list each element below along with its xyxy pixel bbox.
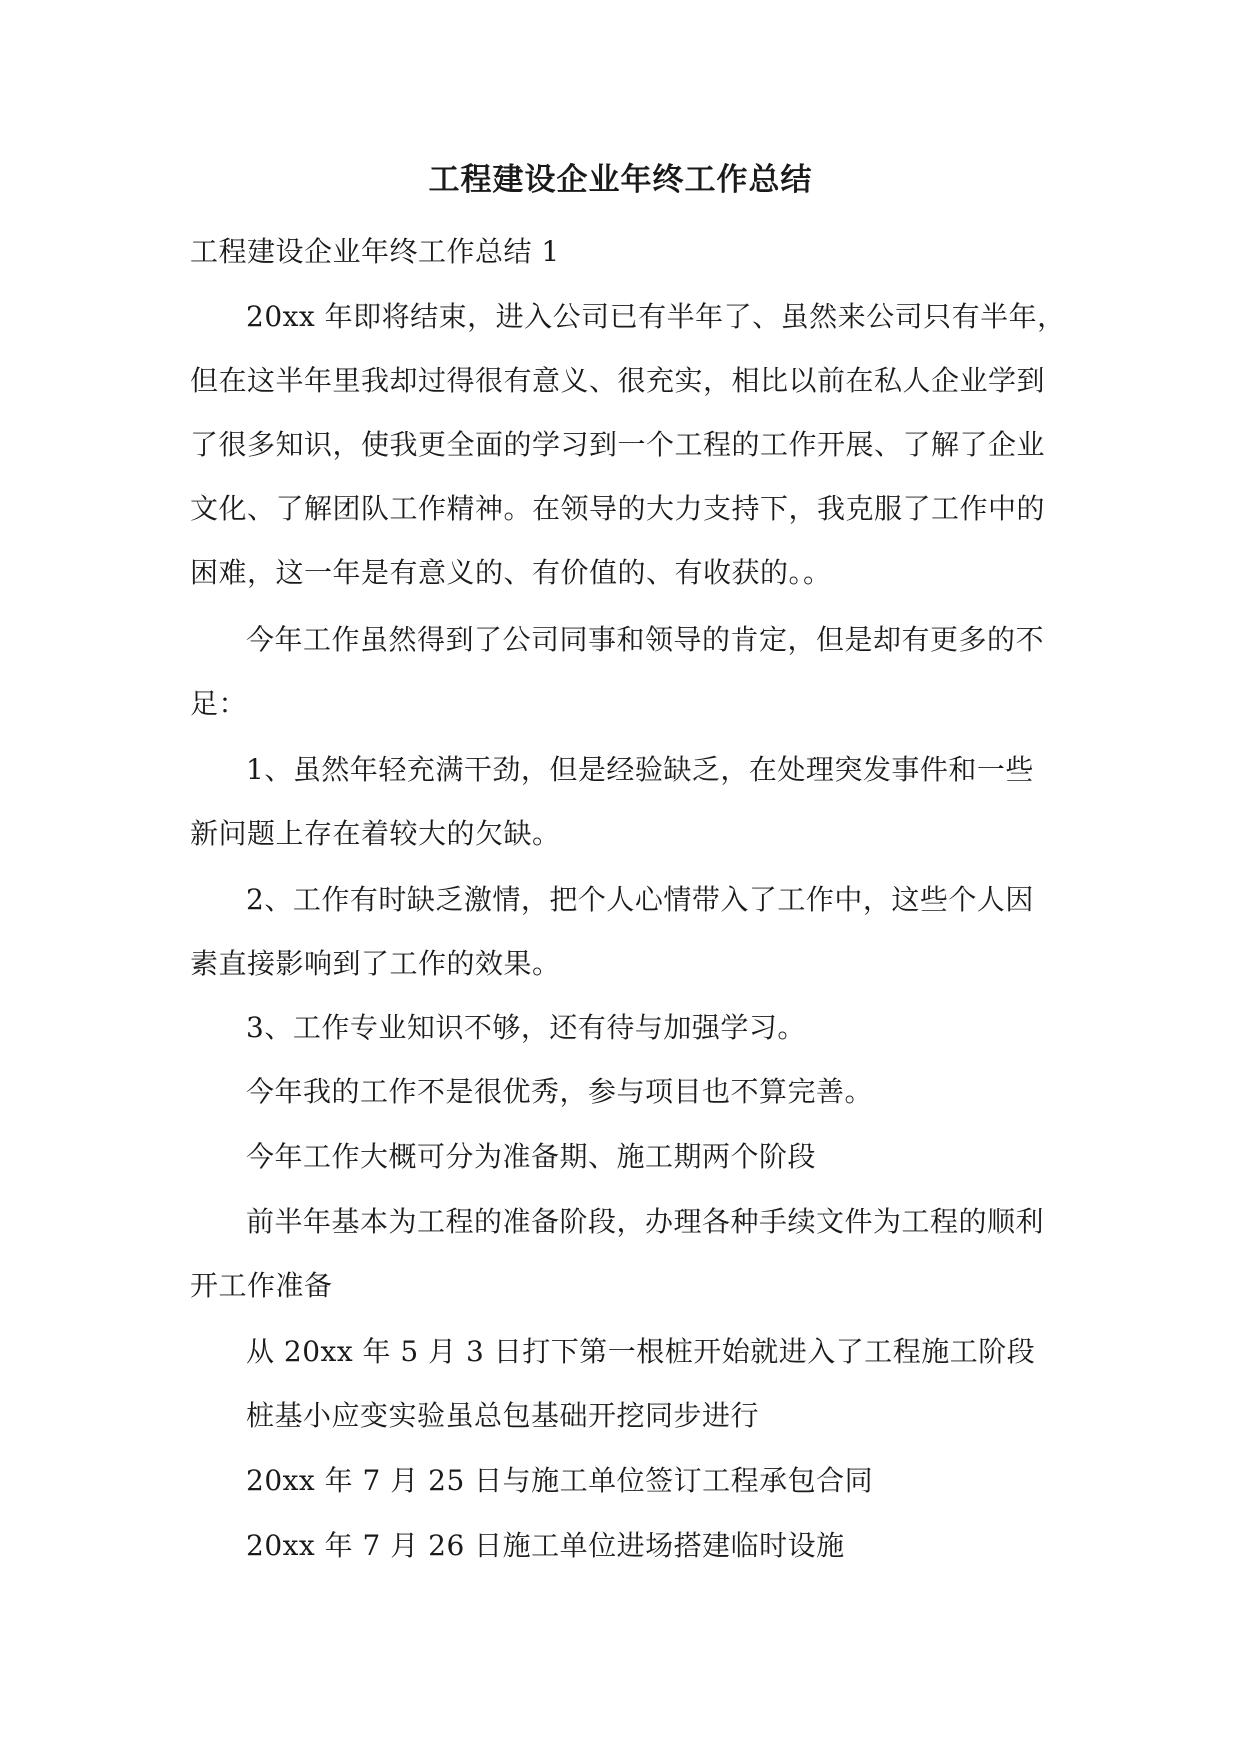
list-item-line: 新问题上存在着较大的欠缺。 (190, 817, 561, 850)
list-item-line: 1、虽然年轻充满干劲，但是经验缺乏，在处理突发事件和一些 (246, 753, 1034, 786)
paragraph-line: 今年我的工作不是很优秀，参与项目也不算完善。 (246, 1075, 874, 1108)
paragraph-line: 桩基小应变实验虽总包基础开挖同步进行 (246, 1399, 760, 1432)
list-item-line: 2、工作有时缺乏激情，把个人心情带入了工作中，这些个人因 (246, 883, 1034, 916)
paragraph-line: 了很多知识，使我更全面的学习到一个工程的工作开展、了解了企业 (190, 428, 1046, 461)
document-title: 工程建设企业年终工作总结 (428, 162, 813, 198)
paragraph-line: 但在这半年里我却过得很有意义、很充实，相比以前在私人企业学到 (190, 364, 1046, 397)
list-item-line: 3、工作专业知识不够，还有待与加强学习。 (246, 1011, 806, 1044)
paragraph-line: 今年工作大概可分为准备期、施工期两个阶段 (246, 1140, 817, 1173)
paragraph-line: 今年工作虽然得到了公司同事和领导的肯定，但是却有更多的不 (246, 623, 1045, 656)
paragraph-line: 开工作准备 (190, 1269, 333, 1302)
paragraph-line: 20xx 年 7 月 25 日与施工单位签订工程承包合同 (246, 1464, 874, 1497)
paragraph-line: 文化、了解团队工作精神。在领导的大力支持下，我克服了工作中的 (190, 492, 1046, 525)
list-item-line: 素直接影响到了工作的效果。 (190, 947, 561, 980)
section-heading: 工程建设企业年终工作总结 1 (190, 235, 560, 268)
paragraph-line: 20xx 年即将结束，进入公司已有半年了、虽然来公司只有半年， (246, 300, 1066, 333)
paragraph-line: 从 20xx 年 5 月 3 日打下第一根桩开始就进入了工程施工阶段 (246, 1335, 1036, 1368)
paragraph-line: 20xx 年 7 月 26 日施工单位进场搭建临时设施 (246, 1529, 845, 1562)
paragraph-line: 足： (190, 687, 248, 720)
paragraph-line: 前半年基本为工程的准备阶段，办理各种手续文件为工程的顺利 (246, 1205, 1045, 1238)
paragraph-line: 困难，这一年是有意义的、有价值的、有收获的。。 (190, 556, 832, 589)
